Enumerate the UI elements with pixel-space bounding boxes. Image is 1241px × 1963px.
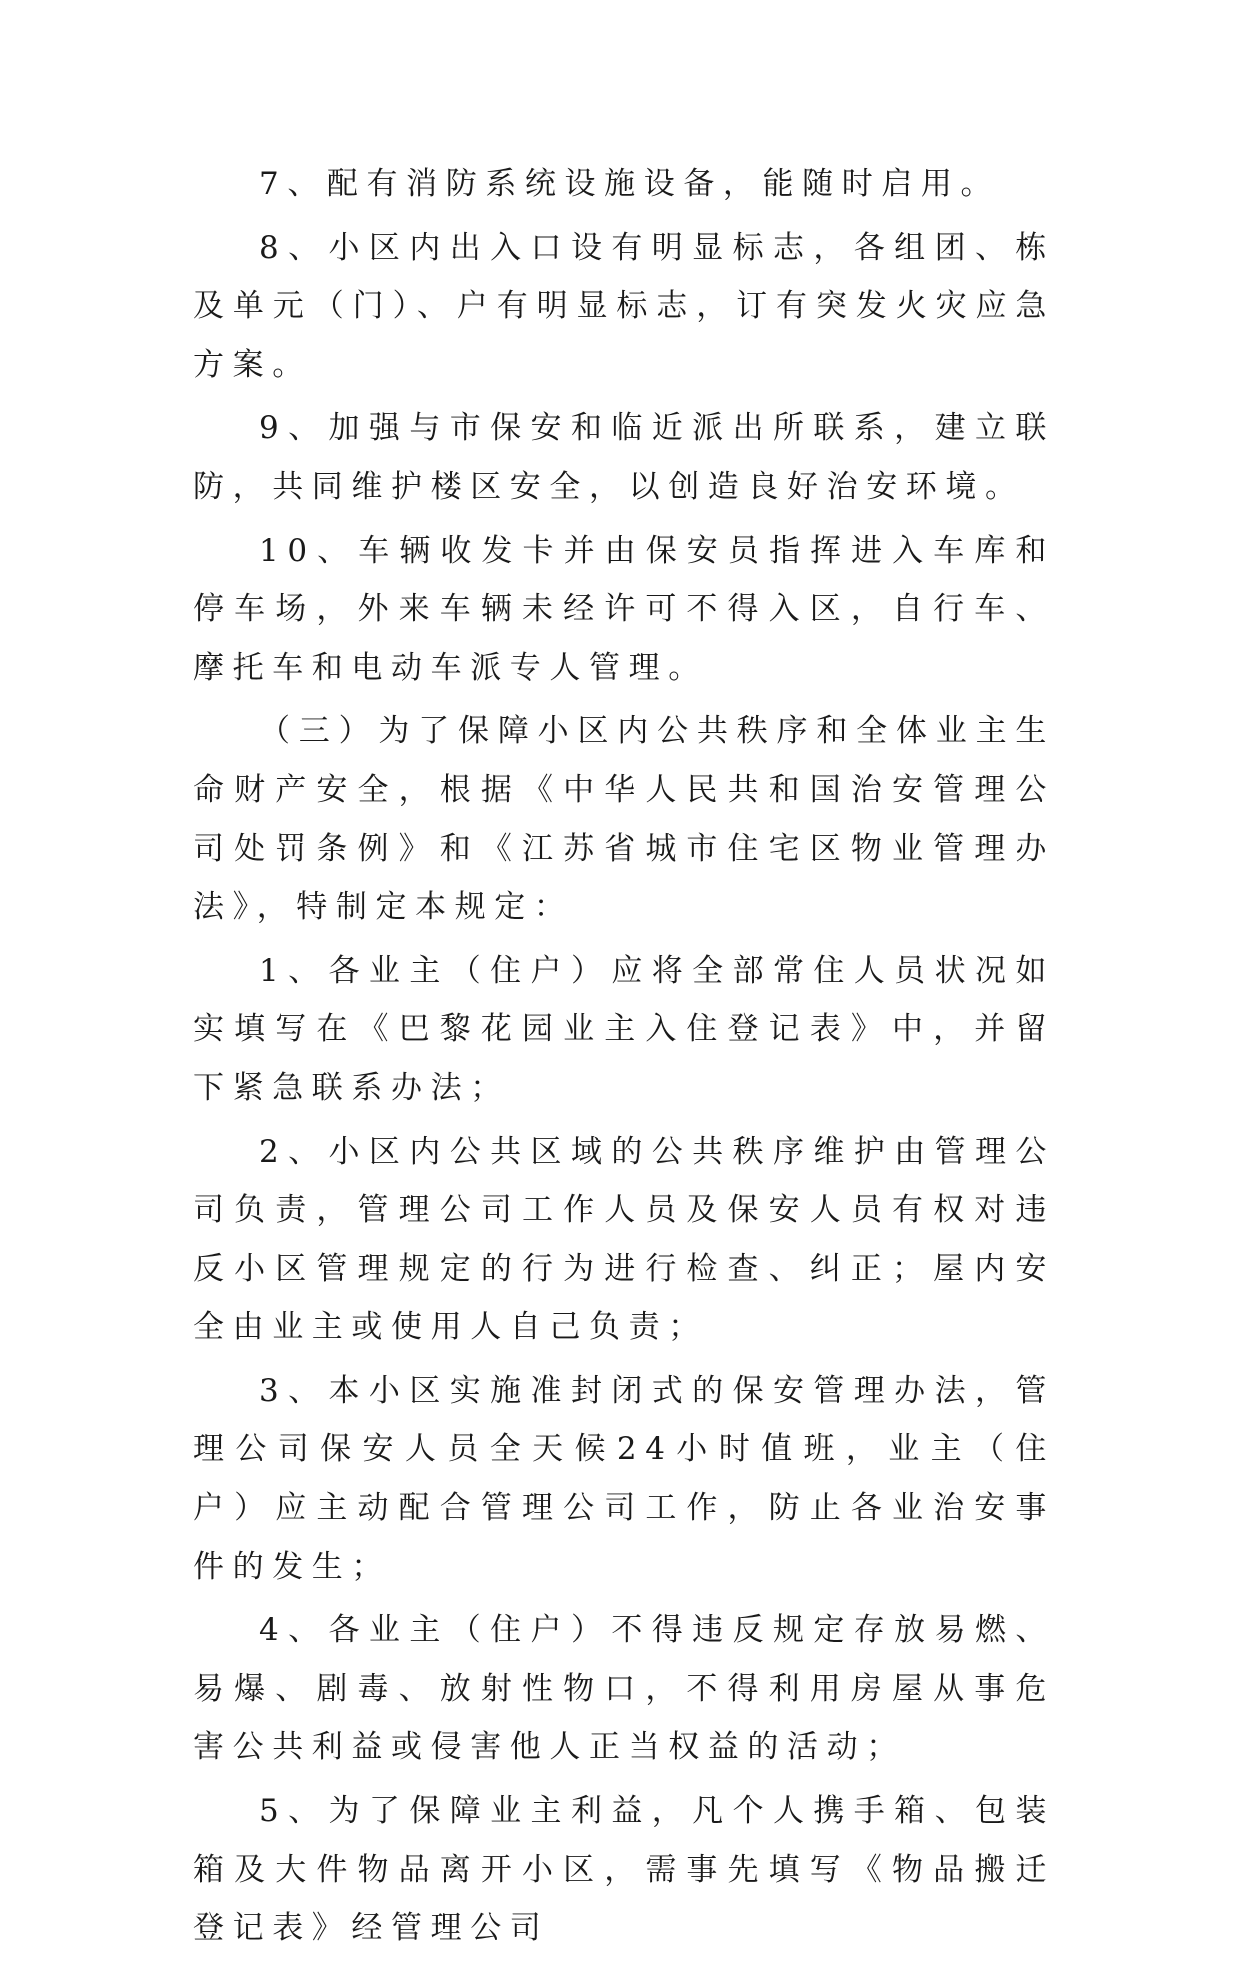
paragraph-item-10: 10、车辆收发卡并由保安员指挥进入车库和停车场，外来车辆未经许可不得入区，自行车、摩托车和电动车派专人管理。 xyxy=(193,532,1055,686)
paragraph-rule-3: 3、本小区实施准封闭式的保安管理办法，管理公司保安人员全天候24小时值班，业主（住户）应主动配合管理公司工作，防止各业治安事件的发生； xyxy=(193,1372,1055,1585)
paragraph-item-7: 7、配有消防系统设施设备，能随时启用。 xyxy=(259,166,1001,202)
paragraph-rule-4: 4、各业主（住户）不得违反规定存放易燃、易爆、剧毒、放射性物口，不得利用房屋从事危害公共利益或侵害他人正当权益的活动； xyxy=(193,1612,1055,1766)
paragraph-rule-5: 5、为了保障业主利益，凡个人携手箱、包装箱及大件物品离开小区，需事先填写《物品搬迁登记表》经管理公司 xyxy=(193,1793,1055,1947)
paragraph-rule-1: 1、各业主（住户）应将全部常住人员状况如实填写在《巴黎花园业主入住登记表》中，并留下紧急联系办法； xyxy=(193,952,1055,1106)
paragraph-section-3: （三）为了保障小区内公共秩序和全体业主生命财产安全，根据《中华人民共和国治安管理公司处罚条例》和《江苏省城市住宅区物业管理办法》，特制定本规定： xyxy=(193,713,1055,926)
document-body xyxy=(193,155,1055,1963)
paragraph-item-9: 9、加强与市保安和临近派出所联系，建立联防，共同维护楼区安全，以创造良好治安环境。 xyxy=(193,410,1055,505)
paragraph-rule-2: 2、小区内公共区域的公共秩序维护由管理公司负责，管理公司工作人员及保安人员有权对违反小区管理规定的行为进行检查、纠正；屋内安全由业主或使用人自己负责； xyxy=(193,1133,1055,1346)
paragraph-item-8: 8、小区内出入口设有明显标志，各组团、栋及单元（门）、户有明显标志，订有突发火灾应急方案。 xyxy=(193,229,1055,383)
